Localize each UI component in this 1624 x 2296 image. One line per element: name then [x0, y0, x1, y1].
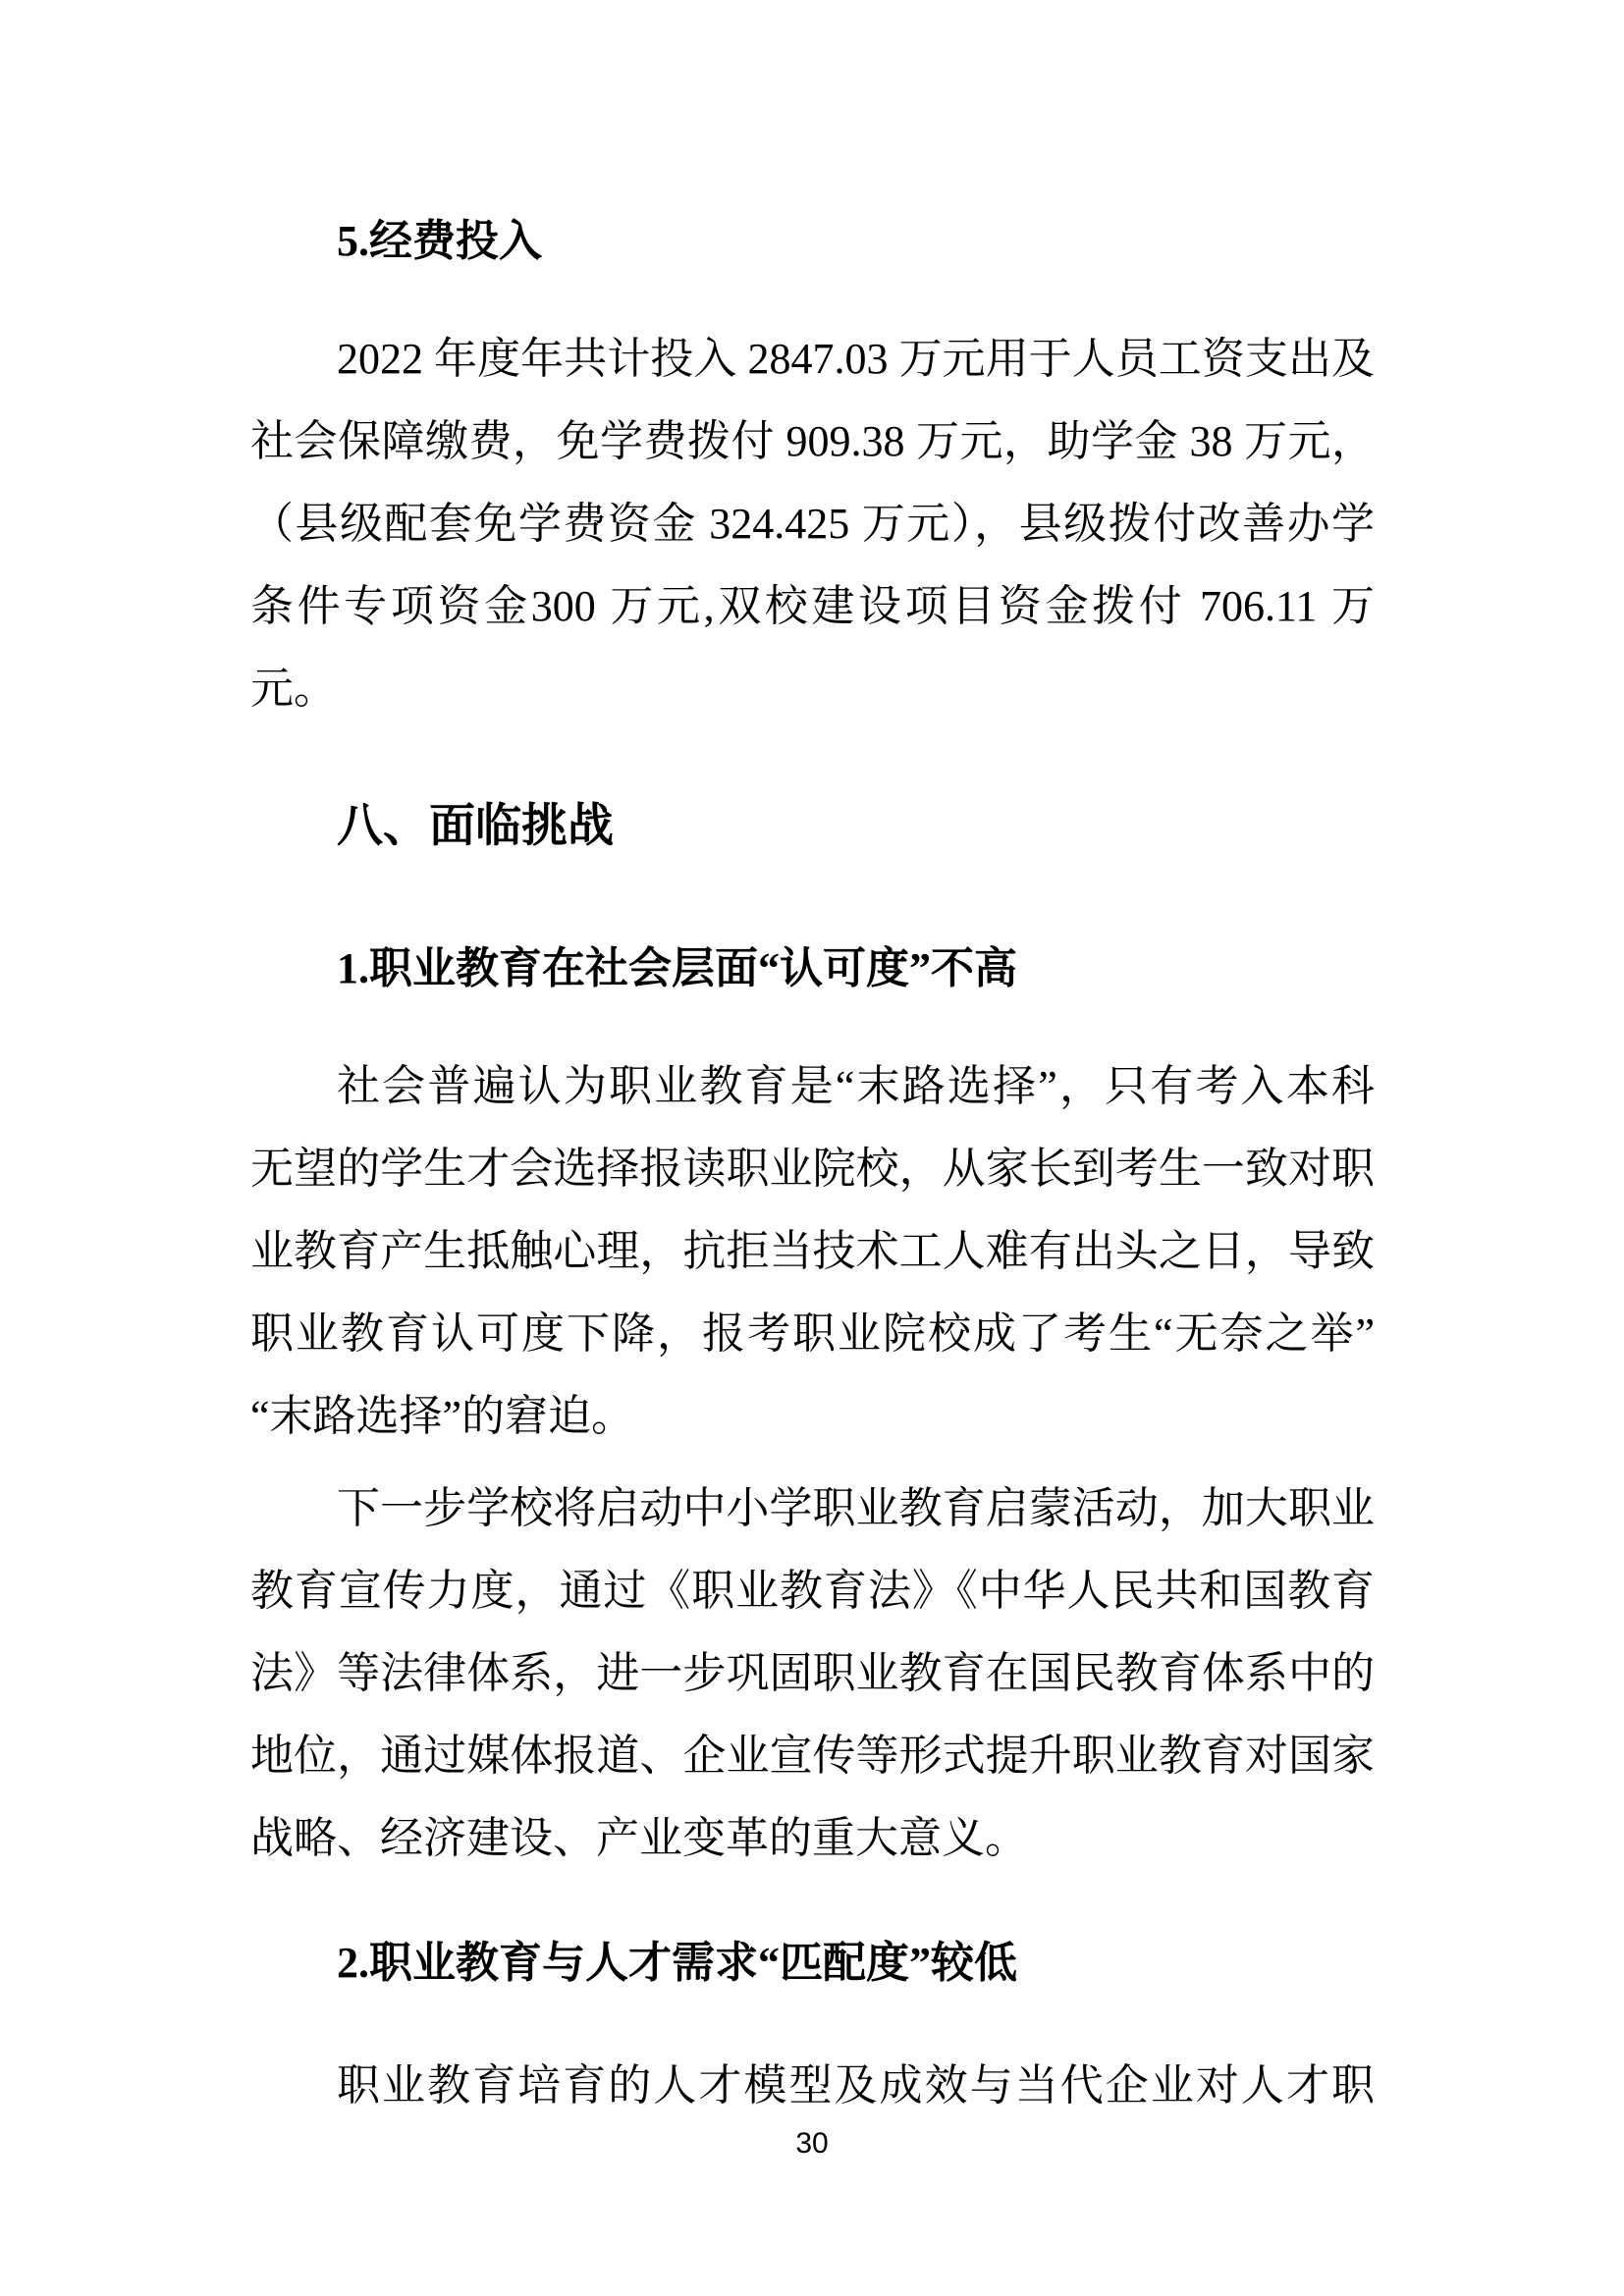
paragraph-line: 职业教育认可度下降，报考职业院校成了考生“无奈之举”	[250, 1309, 1375, 1358]
paragraph-funding	[250, 318, 1375, 730]
paragraph-line: 地位，通过媒体报道、企业宣传等形式提升职业教育对国家	[250, 1732, 1375, 1780]
paragraph-line: 战略、经济建设、产业变革的重大意义。	[250, 1814, 1028, 1862]
paragraph-line: 教育宣传力度，通过《职业教育法》《中华人民共和国教育	[250, 1567, 1375, 1615]
page-number: 30	[795, 2127, 829, 2160]
paragraph-recognition	[250, 1045, 1375, 1458]
paragraph-next-steps	[250, 1468, 1375, 1880]
subsection-heading-recognition: 1.职业教育在社会层面“认可度”不高	[337, 944, 1017, 992]
chapter-heading-challenges: 八、面临挑战	[337, 799, 614, 851]
paragraph-line: （县级配套免学费资金 324.425 万元），县级拨付改善办学	[250, 500, 1375, 548]
section-heading-funding: 5.经费投入	[337, 217, 542, 265]
paragraph-line: 法》等法律体系，进一步巩固职业教育在国民教育体系中的	[250, 1649, 1375, 1697]
paragraph-line: “末路选择”的窘迫。	[250, 1392, 635, 1440]
paragraph-line: 社会保障缴费，免学费拨付 909.38 万元，助学金 38 万元，	[250, 417, 1375, 465]
paragraph-line: 下一步学校将启动中小学职业教育启蒙活动，加大职业	[337, 1484, 1375, 1532]
subsection-heading-matching: 2.职业教育与人才需求“匹配度”较低	[337, 1939, 1017, 1987]
paragraph-talent-model	[250, 2045, 1375, 2127]
paragraph-line: 社会普遍认为职业教育是“末路选择”，只有考入本科	[337, 1062, 1375, 1110]
page-body	[250, 0, 1375, 2127]
paragraph-line: 无望的学生才会选择报读职业院校，从家长到考生一致对职	[250, 1145, 1375, 1193]
paragraph-line: 条件专项资金300 万元,双校建设项目资金拨付 706.11 万元。	[250, 582, 1375, 713]
paragraph-line: 职业教育培育的人才模型及成效与当代企业对人才职	[337, 2061, 1375, 2109]
paragraph-line: 2022 年度年共计投入 2847.03 万元用于人员工资支出及	[337, 335, 1375, 383]
paragraph-line: 业教育产生抵触心理，抗拒当技术工人难有出头之日，导致	[250, 1227, 1375, 1275]
